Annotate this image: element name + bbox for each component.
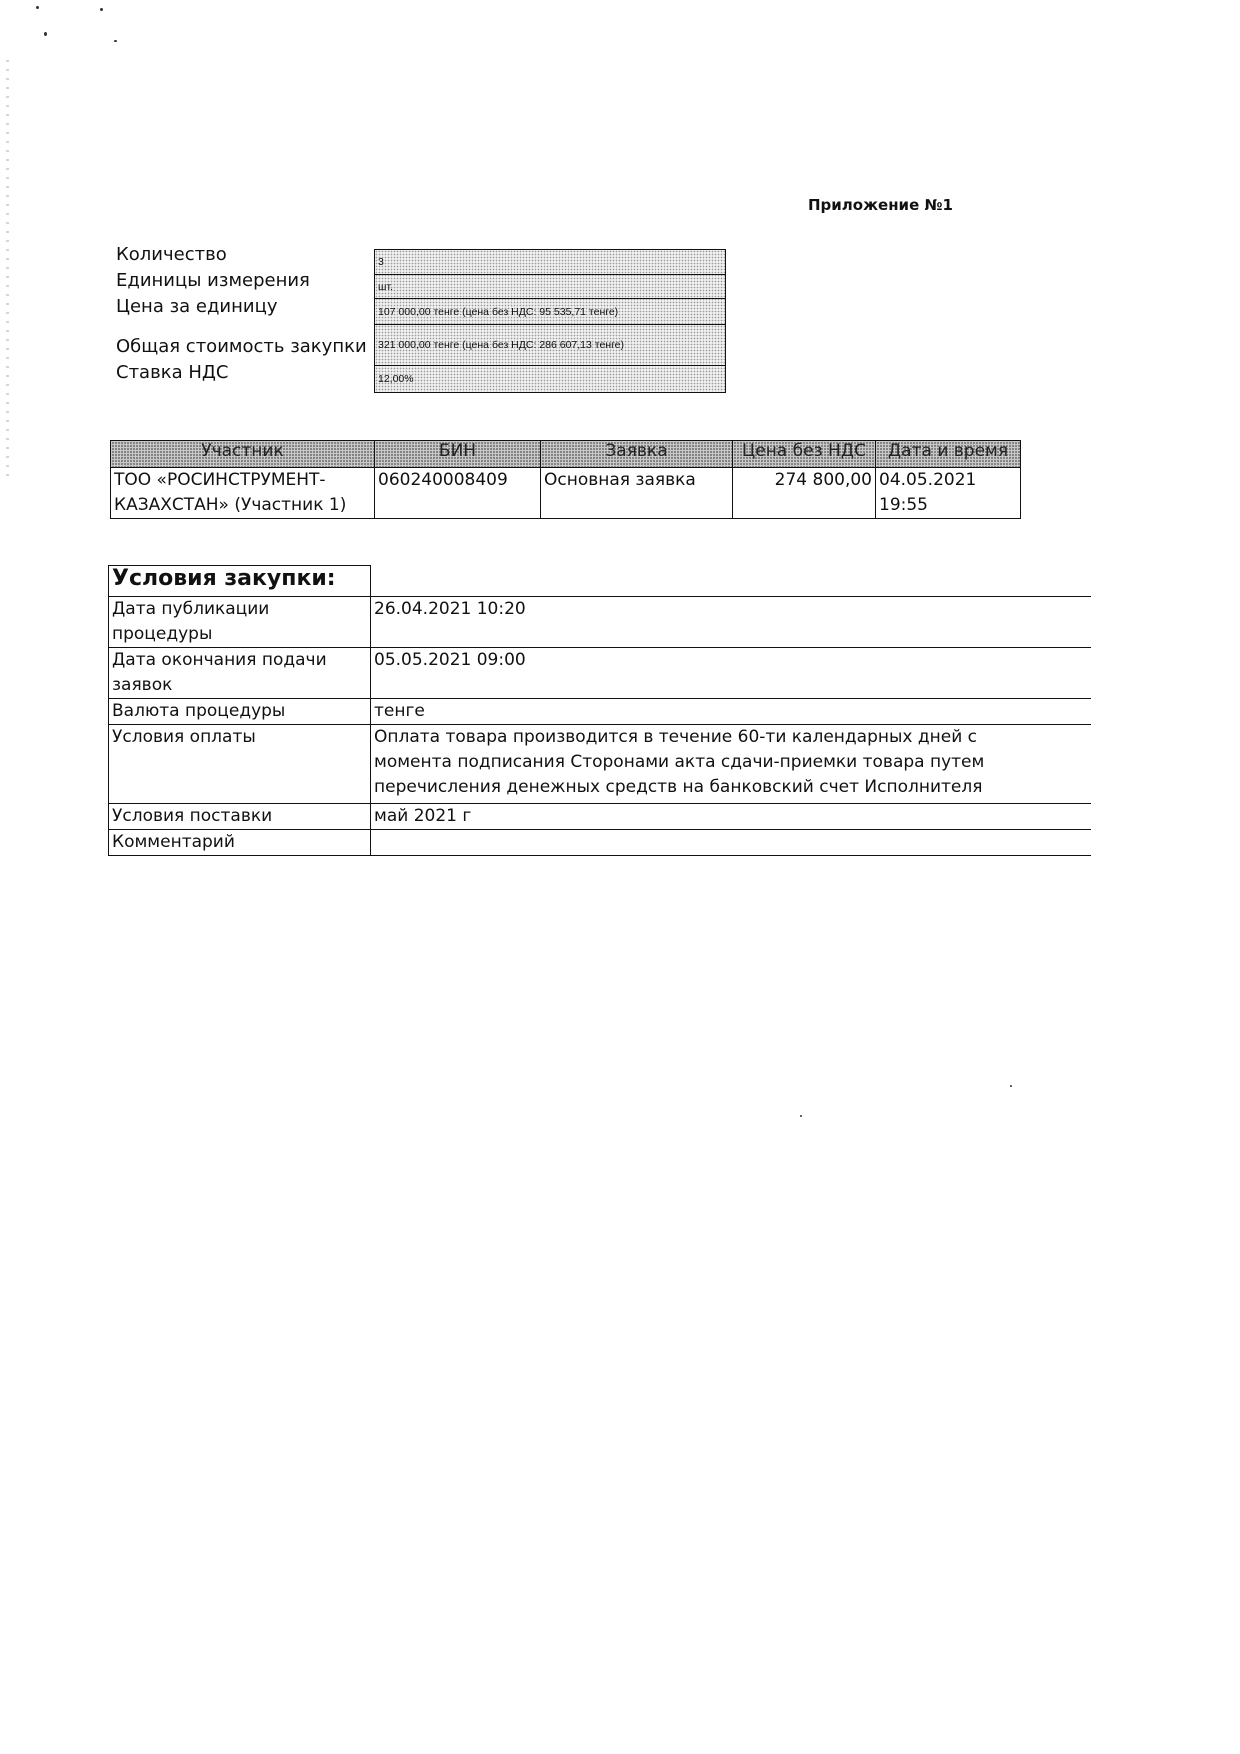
participant-time: 19:55 [879,495,928,515]
condition-row [109,648,1092,699]
participant-bin: 060240008409 [375,468,541,519]
scan-speck [100,8,103,11]
scan-speck [44,32,47,36]
label-unit-price: Цена за единицу [116,296,278,317]
condition-value-comment [371,830,1092,856]
participant-date: 04.05.2021 [879,470,977,490]
scan-speck [114,40,117,42]
header-price-no-vat: Цена без НДС [733,441,876,468]
condition-label-payment-terms: Условия оплаты [109,725,371,804]
participant-application: Основная заявка [541,468,733,519]
conditions-title-empty [371,566,1092,597]
value-total-cost: 321 000,00 тенге (цена без НДС: 286 607,13 тенге) [375,325,725,366]
condition-label-comment: Комментарий [109,830,371,856]
conditions-title-row [109,566,1092,597]
header-application: Заявка [541,441,733,468]
condition-value-currency: тенге [371,699,1092,725]
label-total-cost: Общая стоимость закупки [116,336,367,357]
condition-value-delivery-terms: май 2021 г [371,804,1092,830]
condition-label-publication-date: Дата публикации процедуры [109,597,371,648]
condition-row [109,597,1092,648]
label-quantity: Количество [116,244,227,265]
condition-row [109,699,1092,725]
conditions-table [108,565,1091,856]
participant-name [111,468,375,519]
label-unit: Единицы измерения [116,270,310,291]
participant-row [111,468,1021,519]
scan-speck [1010,1085,1012,1087]
condition-value-publication-date: 26.04.2021 10:20 [371,597,1092,648]
value-unit-price: 107 000,00 тенге (цена без НДС: 95 535,71 тенге) [375,299,725,325]
participant-price: 274 800,00 [733,468,876,519]
summary-values-box [374,249,726,393]
condition-value-payment-terms: Оплата товара производится в течение 60-ти календарных дней с момента подписания Сторонами акта сдачи-приемки товара путем перечисления денежных средств на банковский счет Исполнителя [371,725,1092,804]
header-bin: БИН [375,441,541,468]
scan-speck [36,6,39,9]
condition-row [109,804,1092,830]
value-vat-rate: 12,00% [378,373,414,385]
participants-table [110,440,1021,519]
scan-edge-marks [6,60,9,480]
condition-label-deadline: Дата окончания подачи заявок [109,648,371,699]
participant-name-line1: ТОО «РОСИНСТРУМЕНТ- [114,470,326,490]
participant-name-line2: КАЗАХСТАН» (Участник 1) [114,495,347,515]
condition-label-currency: Валюта процедуры [109,699,371,725]
participant-datetime [876,468,1021,519]
conditions-title: Условия закупки: [109,566,371,597]
condition-value-deadline: 05.05.2021 09:00 [371,648,1092,699]
value-quantity: 3 [375,250,725,275]
participants-header-row [111,441,1021,468]
appendix-title: Приложение №1 [808,196,953,214]
condition-row [109,830,1092,856]
condition-label-delivery-terms: Условия поставки [109,804,371,830]
header-participant: Участник [111,441,375,468]
value-unit: шт. [375,275,725,299]
condition-row [109,725,1092,804]
header-datetime: Дата и время [876,441,1021,468]
scan-speck [800,1115,802,1117]
label-vat-rate: Ставка НДС [116,362,229,383]
